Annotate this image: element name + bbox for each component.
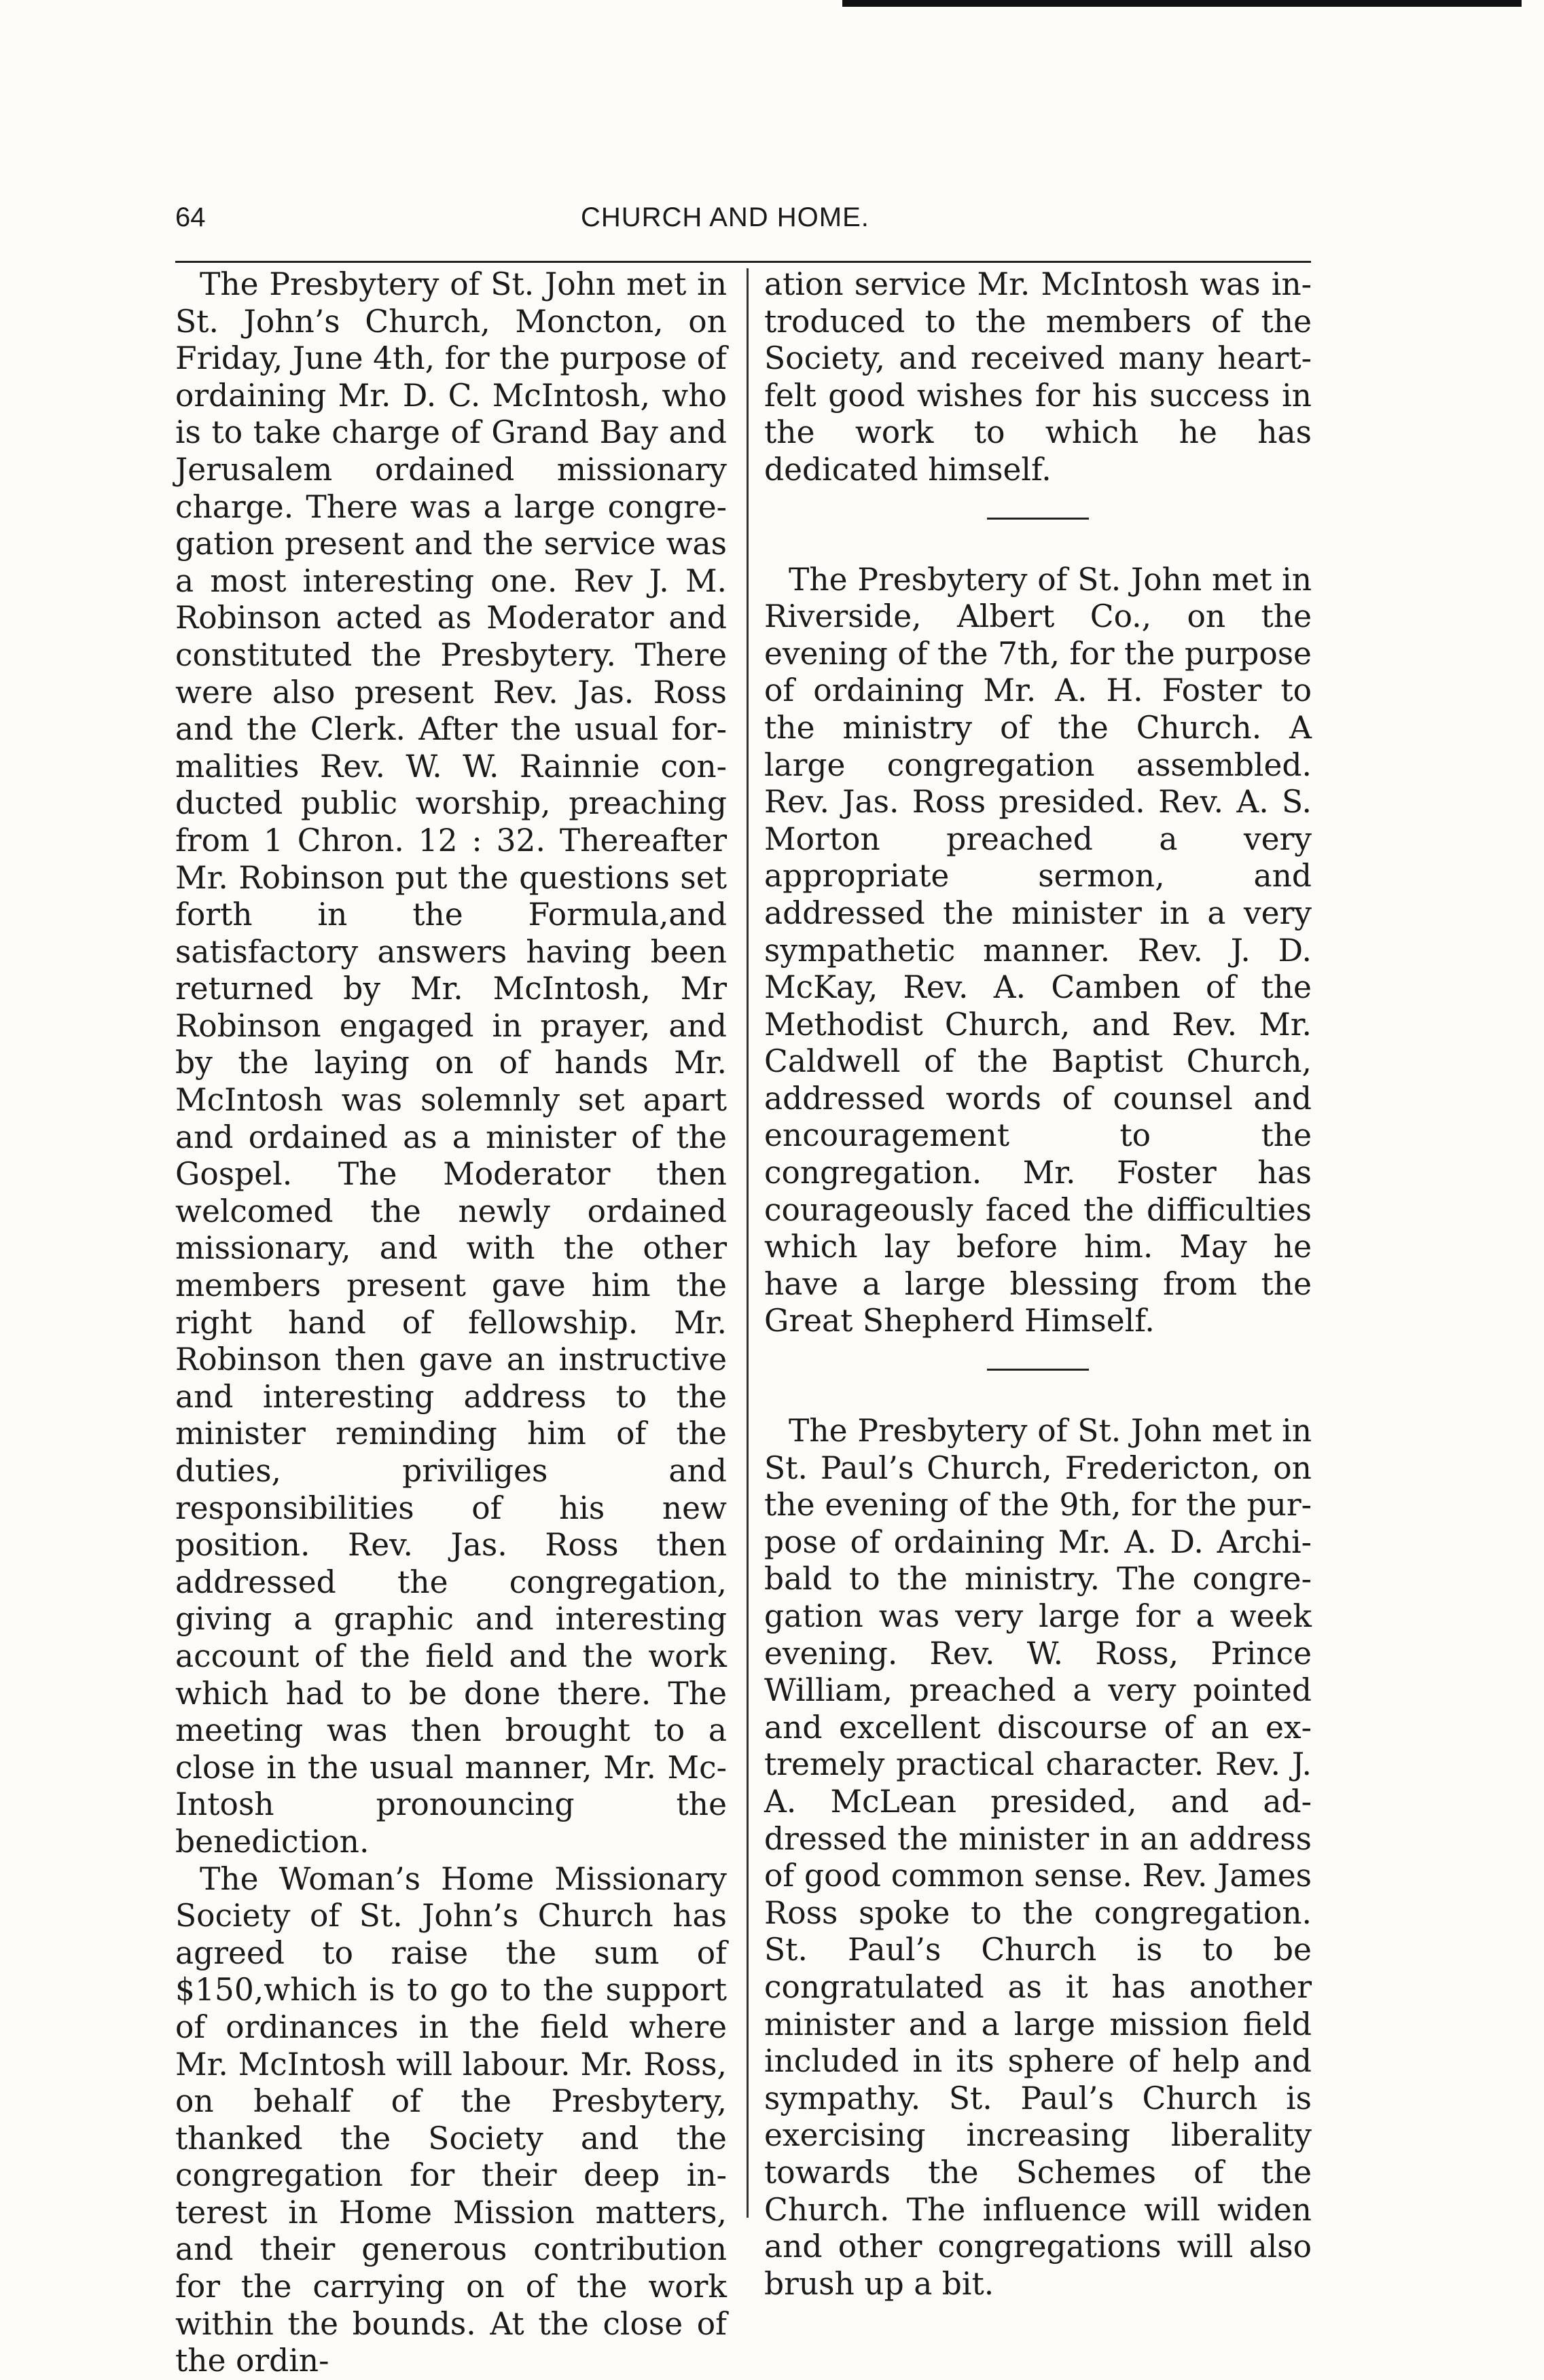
article-moncton-continuation: ation service Mr. McIntosh was introduced to the members of the Society, and received many heartfelt good wishes for his success in the work to which he has dedicated himself.	[764, 266, 1312, 488]
page-number: 64	[175, 202, 206, 232]
article-riverside-ordination: The Presbytery of St. John met in Riverside, Albert Co., on the evening of the 7th, for the purpose of ordaining Mr. A. H. Foster to the ministry of the Church. A large congregation assembled. Rev. Jas. Ross presided. Rev. A. S. Morton preached a very appropriate sermon, and addressed the minister in a very sympathetic manner. Rev. J. D. McKay, Rev. A. Camben of the Methodist Church, and Rev. Mr. Caldwell of the Baptist Church, addressed words of counsel and encouragement to the congregation. Mr. Foster has courageously faced the difficulties which lay before him. May he have a large blessing from the Great Shepherd Himself.	[764, 561, 1312, 1339]
section-separator	[987, 518, 1089, 520]
column-divider	[747, 268, 749, 2218]
right-column	[764, 266, 1312, 2303]
article-womans-missionary-society: The Woman’s Home Missionary Society of St. John’s Church has agreed to raise the sum of $150,which is to go to the support of ordinances in the field where Mr. McIntosh will labour. Mr. Ross, on behalf of the Presbytery, thanked the Society and the congregation for their deep interest in Home Mission matters, and their generous contribution for the carrying on of the work within the bounds. At the close of the ordin-	[175, 1860, 727, 2379]
article-fredericton-ordination: The Presbytery of St. John met in St. Paul’s Church, Fredericton, on the evening of the 9th, for the purpose of ordaining Mr. A. D. Archibald to the ministry. The congregation was very large for a week evening. Rev. W. Ross, Prince William, preached a very pointed and excellent discourse of an extremely practical character. Rev. J. A. McLean presided, and addressed the minister in an address of good common sense. Rev. James Ross spoke to the congregation. St. Paul’s Church is to be congratulated as it has another minister and a large mission field included in its sphere of help and sympathy. St. Paul’s Church is exercising increasing liberality towards the Schemes of the Church. The influence will widen and other congregations will also brush up a bit.	[764, 1413, 1312, 2302]
section-separator	[987, 1369, 1089, 1371]
header-rule	[175, 261, 1311, 263]
article-moncton-ordination: The Presbytery of St. John met in St. John’s Church, Moncton, on Friday, June 4th, for the purpose of ordaining Mr. D. C. McIntosh, who is to take charge of Grand Bay and Jerusalem ordained missionary charge. There was a large congregation present and the service was a most interesting one. Rev J. M. Robinson acted as Moderator and constituted the Presbytery. There were also present Rev. Jas. Ross and the Clerk. After the usual formalities Rev. W. W. Rainnie conducted public worship, preaching from 1 Chron. 12 : 32. Thereafter Mr. Robinson put the questions set forth in the Formula,and satisfactory answers having been returned by Mr. McIntosh, Mr Robinson engaged in prayer, and by the laying on of hands Mr. McIntosh was solemnly set apart and ordained as a minister of the Gospel. The Moderator then welcomed the newly ordained missionary, and with the other members present gave him the right hand of fellowship. Mr. Robinson then gave an instructive and interesting address to the minister reminding him of the duties, priviliges and responsibilities of his new position. Rev. Jas. Ross then addressed the congregation, giving a graphic and interesting account of the field and the work which had to be done there. The meeting was then brought to a close in the usual manner, Mr. McIntosh pronouncing the benediction.	[175, 266, 727, 1860]
top-edge-rule	[842, 0, 1522, 7]
left-column	[175, 266, 727, 2380]
running-head: CHURCH AND HOME.	[581, 202, 869, 232]
page-header	[0, 202, 1544, 243]
